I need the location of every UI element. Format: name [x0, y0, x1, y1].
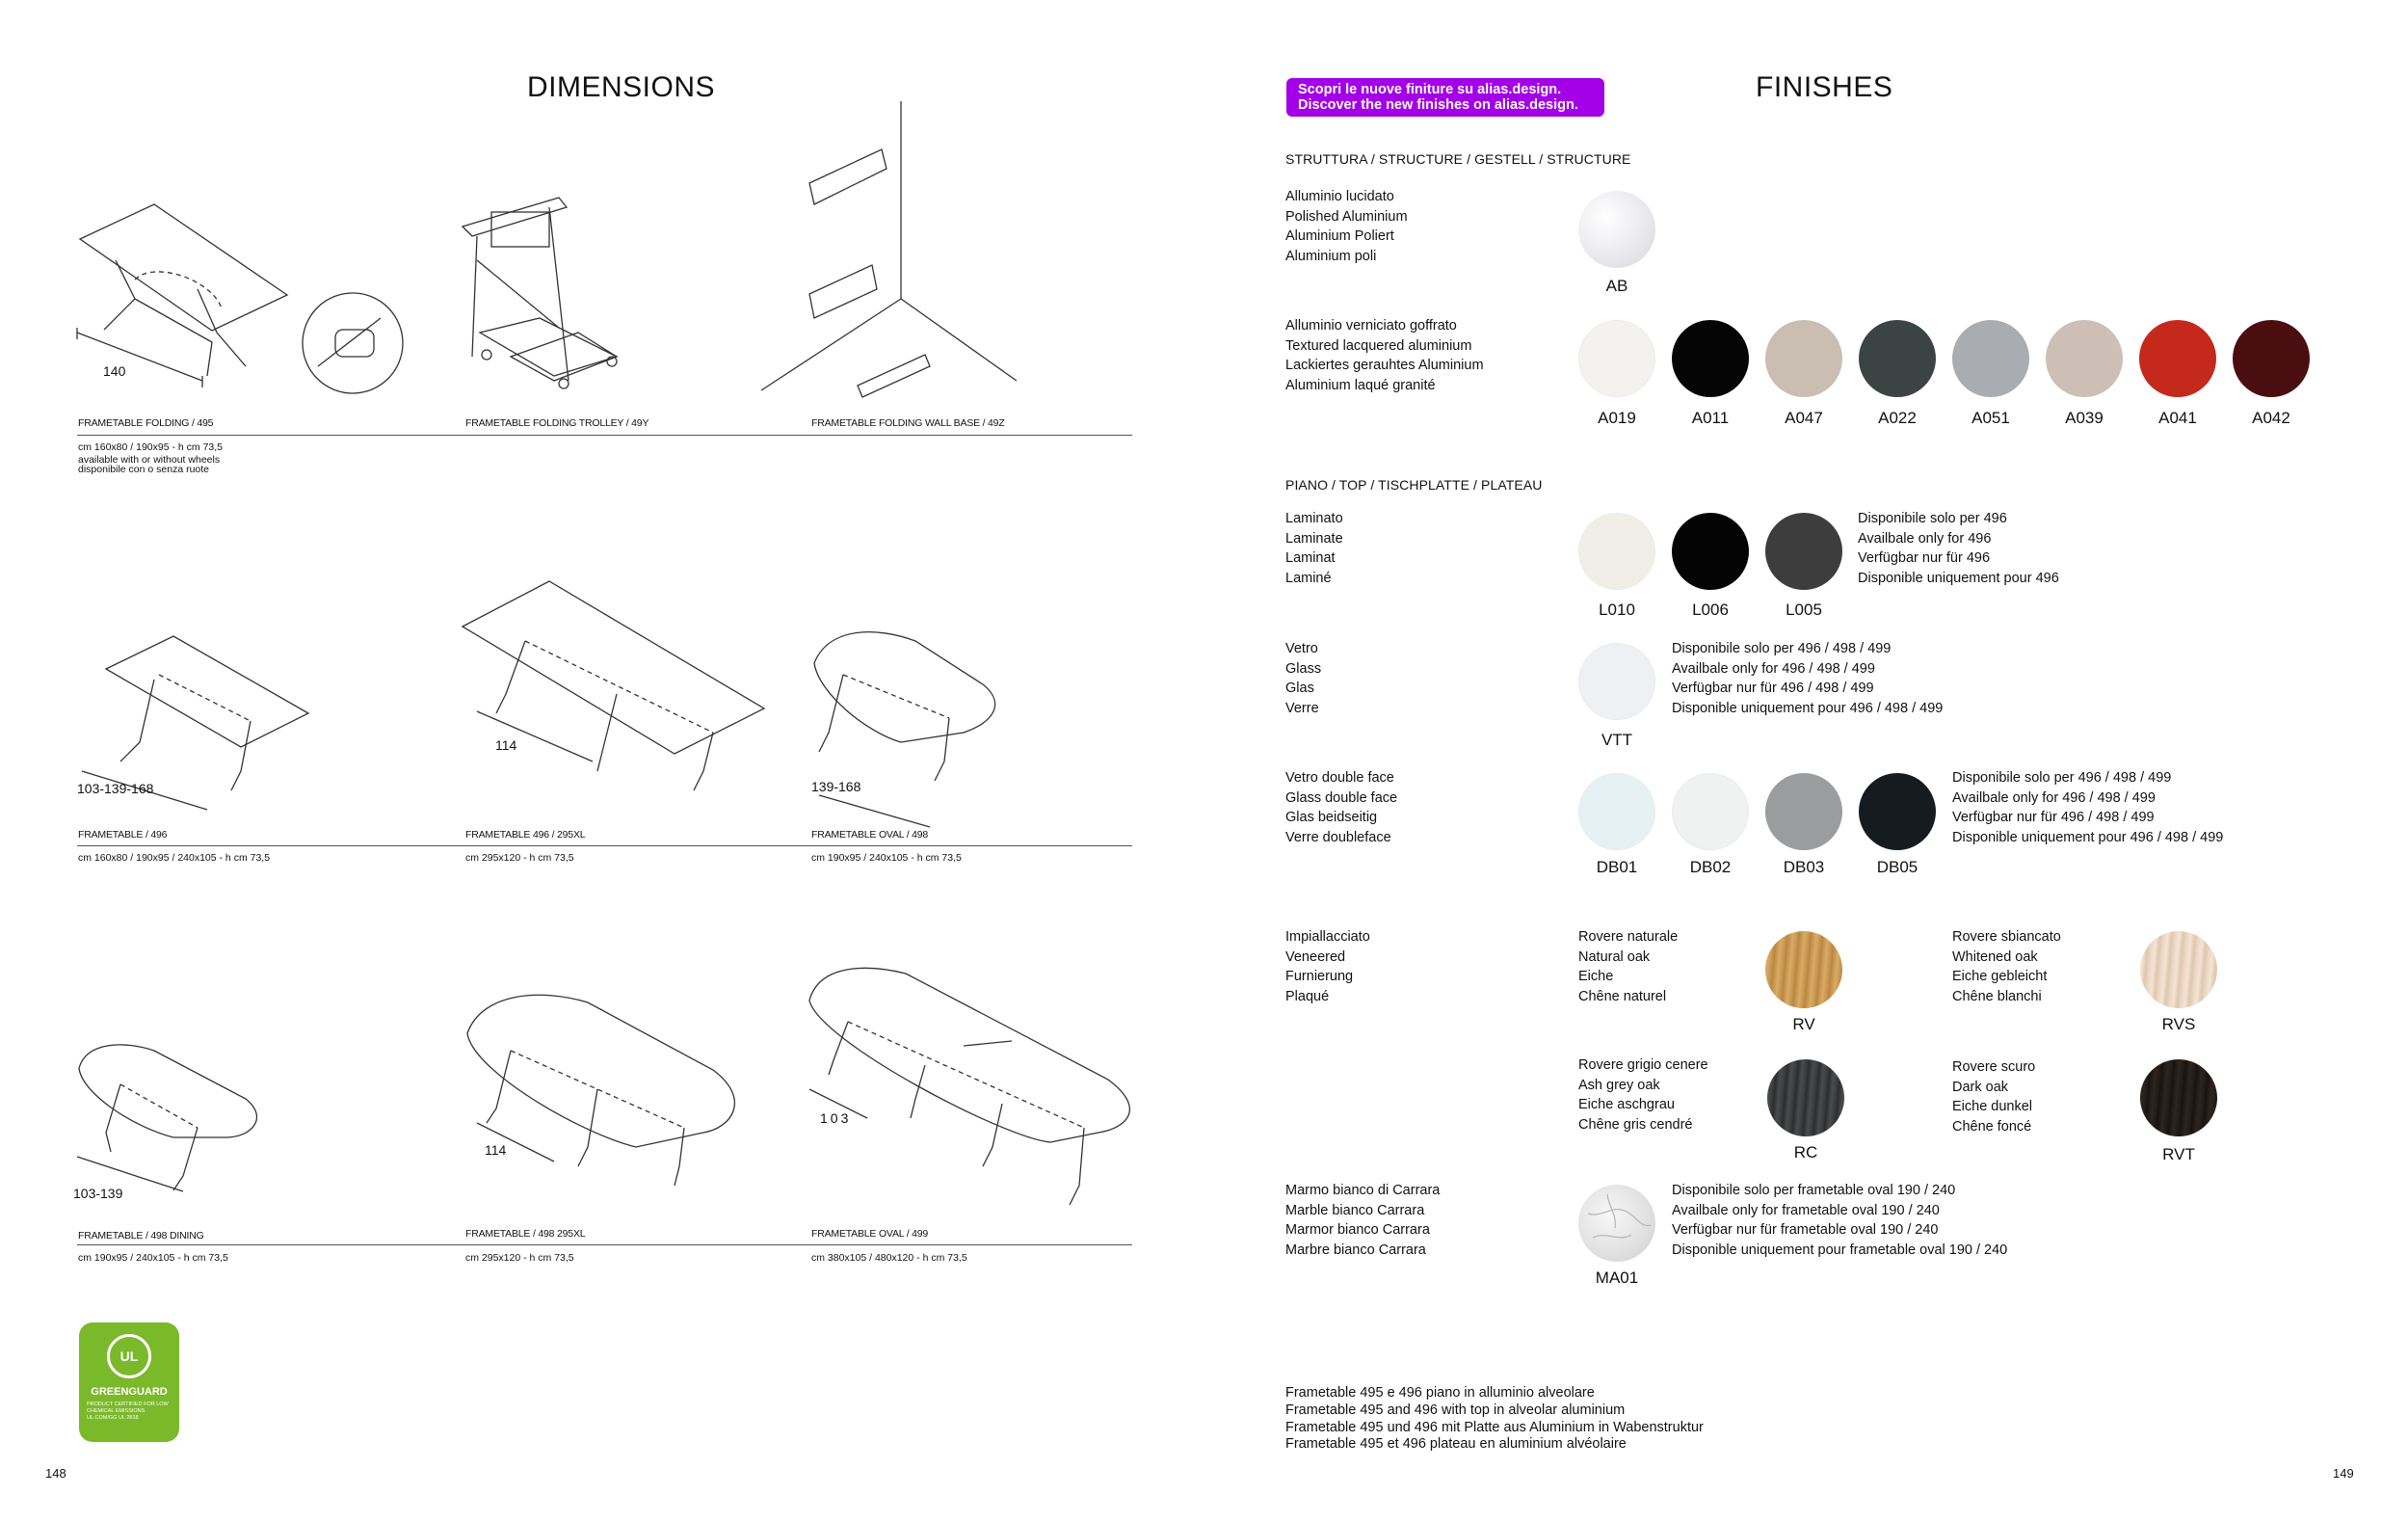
wheel-detail-drawing: [303, 293, 403, 393]
dims-498-295xl: cm 295x120 - h cm 73,5: [465, 1252, 574, 1264]
double-face-note: Disponibile solo per 496 / 498 / 499 Availbale only for 496 / 498 / 499 Verfügbar nur für 496 / 498 / 499 Disponible uniquement pour 496 / 498 / 499: [1952, 770, 2224, 845]
caption-49z: FRAMETABLE FOLDING WALL BASE / 49Z: [811, 417, 1005, 429]
swatch-code: DB02: [1689, 858, 1732, 876]
caption-498-dining: FRAMETABLE / 498 DINING: [78, 1230, 204, 1242]
divider: [77, 845, 1132, 846]
frametable-495-drawing: [77, 204, 287, 387]
swatch-code: DB05: [1876, 858, 1918, 876]
measure-label: 103-139-168: [77, 781, 154, 796]
page-number-right: 149: [2333, 1466, 2354, 1481]
swatch-a019[interactable]: [1578, 320, 1655, 397]
swatch-db03[interactable]: [1765, 773, 1842, 850]
swatch-a047[interactable]: [1765, 320, 1842, 397]
swatch-code: L006: [1692, 601, 1729, 619]
swatch-a011[interactable]: [1672, 320, 1749, 397]
polished-label: Alluminio lucidato Polished Aluminium Aluminium Poliert Aluminium poli: [1285, 189, 1408, 264]
greenguard-fineprint: PRODUCT CERTIFIED FOR LOW CHEMICAL EMISSIONS UL.COM/GG UL 2818: [87, 1402, 169, 1421]
measure-label: 103-139: [73, 1186, 123, 1201]
laminate-label: Laminato Laminate Laminat Laminé: [1285, 511, 1343, 586]
frametable-oval-498-drawing: [814, 632, 995, 827]
marble-note: Disponibile solo per frametable oval 190 / 240 Availbale only for frametable oval 190 / 240 Verfügbar nur für frametable oval 190 / 240 Disponible uniquement pour frametable oval 190 / 240: [1672, 1183, 2008, 1258]
dims-498-dining: cm 190x95 / 240x105 - h cm 73,5: [78, 1252, 228, 1264]
footnote: Frametable 495 e 496 piano in alluminio alveolare Frametable 495 and 496 with top in alveolar aluminium Frametable 495 und 496 mit Platte aus Aluminium in Wabenstruktur Frametable 495 et 496 plateau en aluminium alvéolaire: [1285, 1385, 1704, 1453]
dimensions-title: DIMENSIONS: [527, 71, 716, 103]
swatch-l006[interactable]: [1672, 513, 1749, 590]
swatch-vtt[interactable]: [1578, 643, 1655, 720]
frametable-498-295xl-drawing: [467, 995, 734, 1186]
swatch-a051[interactable]: [1952, 320, 2029, 397]
swatch-code: MA01: [1595, 1268, 1639, 1287]
dims-496: cm 160x80 / 190x95 / 240x105 - h cm 73,5: [78, 852, 271, 864]
double-face-label: Vetro double face Glass double face Glas beidseitig Verre doubleface: [1285, 770, 1398, 845]
caption-498: FRAMETABLE OVAL / 498: [811, 829, 929, 841]
page-number-left: 148: [45, 1466, 66, 1481]
caption-498-295xl: FRAMETABLE / 498 295XL: [465, 1228, 586, 1240]
swatch-code: DB01: [1596, 858, 1638, 876]
swatch-code: L010: [1599, 601, 1635, 619]
divider: [77, 1244, 1132, 1245]
technical-drawings: [0, 0, 1195, 1522]
swatch-code: A022: [1878, 409, 1917, 427]
frametable-oval-499-drawing: [809, 968, 1129, 1205]
swatch-a042[interactable]: [2233, 320, 2310, 397]
swatch-code: RVS: [2161, 1015, 2196, 1033]
swatch-rc[interactable]: [1767, 1059, 1844, 1136]
frametable-498-dining-drawing: [77, 1045, 256, 1191]
veneer-rvs-names: Rovere sbiancato Whitened oak Eiche gebleicht Chêne blanchi: [1952, 929, 2061, 1004]
caption-496: FRAMETABLE / 496: [78, 829, 168, 841]
glass-note: Disponibile solo per 496 / 498 / 499 Availbale only for 496 / 498 / 499 Verfügbar nur für 496 / 498 / 499 Disponible uniquement pour 496 / 498 / 499: [1672, 641, 1944, 716]
swatch-a039[interactable]: [2046, 320, 2123, 397]
swatch-code: L005: [1786, 601, 1822, 619]
swatch-db01[interactable]: [1578, 773, 1655, 850]
veneer-rv-names: Rovere naturale Natural oak Eiche Chêne naturel: [1578, 929, 1679, 1004]
dims-496-295xl: cm 295x120 - h cm 73,5: [465, 852, 574, 864]
marble-label: Marmo bianco di Carrara Marble bianco Carrara Marmor bianco Carrara Marbre bianco Carrara: [1285, 1183, 1441, 1258]
veneer-rc-names: Rovere grigio cenere Ash grey oak Eiche aschgrau Chêne gris cendré: [1578, 1057, 1708, 1133]
swatch-l010[interactable]: [1578, 513, 1655, 590]
textured-label: Alluminio verniciato goffrato Textured lacquered aluminium Lackiertes gerauhtes Aluminium Aluminium laqué granité: [1285, 318, 1484, 393]
swatch-code: A039: [2065, 409, 2104, 427]
dims-495: cm 160x80 / 190x95 - h cm 73,5 available with or without wheels disponibile con o senza ruote: [78, 441, 223, 475]
caption-496-295xl: FRAMETABLE 496 / 295XL: [465, 829, 586, 841]
swatch-l005[interactable]: [1765, 513, 1842, 590]
structure-heading: STRUTTURA / STRUCTURE / GESTELL / STRUCTURE: [1285, 151, 1631, 167]
swatch-code: RV: [1792, 1015, 1815, 1033]
trolley-drawing: [463, 198, 617, 388]
measure-label: 114: [485, 1142, 507, 1158]
swatch-code: A051: [1971, 409, 2010, 427]
swatch-ab[interactable]: [1578, 191, 1655, 268]
measure-label: 139-168: [811, 779, 861, 794]
swatch-ma01[interactable]: [1578, 1185, 1655, 1262]
measure-label: 114: [495, 737, 517, 753]
measure-label: 103: [820, 1110, 852, 1126]
greenguard-badge: [79, 1322, 179, 1442]
swatch-code: A047: [1785, 409, 1823, 427]
wall-base-drawing: [761, 101, 1017, 397]
caption-49y: FRAMETABLE FOLDING TROLLEY / 49Y: [465, 417, 649, 429]
swatch-a022[interactable]: [1859, 320, 1936, 397]
frametable-496-295xl-drawing: [463, 581, 764, 790]
top-heading: PIANO / TOP / TISCHPLATTE / PLATEAU: [1285, 477, 1543, 493]
laminate-note: Disponibile solo per 496 Availbale only for 496 Verfügbar nur für 496 Disponible uniquement pour 496: [1858, 511, 2059, 586]
caption-495: FRAMETABLE FOLDING / 495: [78, 417, 214, 429]
swatch-code: RC: [1793, 1143, 1818, 1162]
caption-499: FRAMETABLE OVAL / 499: [811, 1228, 929, 1240]
swatch-code: RVT: [2162, 1145, 2195, 1163]
promo-banner[interactable]: Scopri le nuove finiture su alias.design. Discover the new finishes on alias.design.: [1286, 78, 1604, 117]
swatch-code: A041: [2158, 409, 2197, 427]
swatch-db05[interactable]: [1859, 773, 1936, 850]
marble-veins-icon: [1578, 1185, 1655, 1262]
measure-label: 140: [103, 363, 126, 379]
ul-logo-icon: UL: [107, 1334, 151, 1378]
veneer-label: Impiallacciato Veneered Furnierung Plaqué: [1285, 929, 1370, 1004]
swatch-a041[interactable]: [2139, 320, 2216, 397]
glass-label: Vetro Glass Glas Verre: [1285, 641, 1322, 716]
finishes-title: FINISHES: [1756, 71, 1893, 103]
dims-498: cm 190x95 / 240x105 - h cm 73,5: [811, 852, 962, 864]
dims-499: cm 380x105 / 480x120 - h cm 73,5: [811, 1252, 967, 1264]
swatch-code: A042: [2252, 409, 2290, 427]
swatch-code: VTT: [1601, 731, 1633, 749]
swatch-rvs[interactable]: [2140, 931, 2217, 1008]
divider: [77, 435, 1132, 436]
swatch-code: A011: [1691, 409, 1730, 427]
swatch-rvt[interactable]: [2140, 1059, 2217, 1136]
swatch-code: DB03: [1783, 858, 1825, 876]
swatch-code: A019: [1598, 409, 1636, 427]
veneer-rvt-names: Rovere scuro Dark oak Eiche dunkel Chêne foncé: [1952, 1059, 2036, 1135]
greenguard-label: GREENGUARD: [91, 1386, 168, 1398]
swatch-db02[interactable]: [1672, 773, 1749, 850]
swatch-rv[interactable]: [1765, 931, 1842, 1008]
swatch-code: AB: [1605, 277, 1628, 295]
